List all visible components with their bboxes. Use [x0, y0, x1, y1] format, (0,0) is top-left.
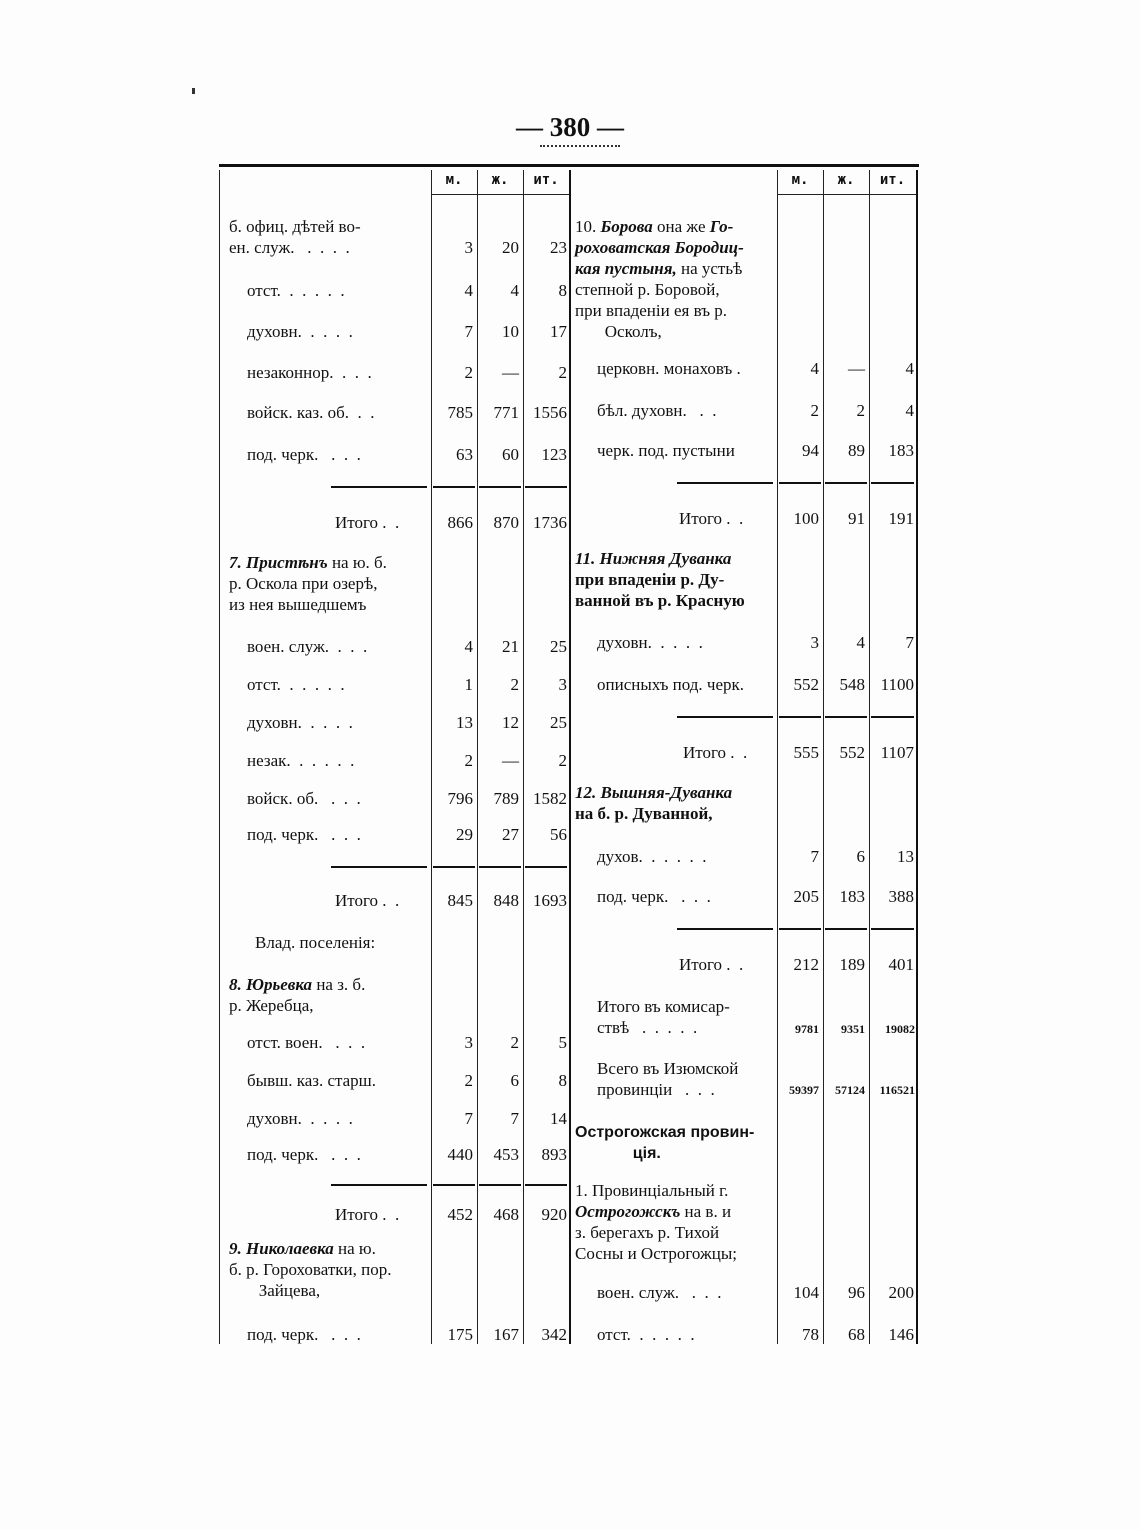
sum-rule — [871, 928, 914, 930]
cell-it: 1582 — [533, 789, 567, 808]
row-label: под. черк. . . . — [247, 445, 361, 464]
cell-m: 866 — [447, 513, 473, 532]
settlement-heading — [575, 782, 732, 824]
cell-it: 14 — [550, 1109, 567, 1128]
cell-m: 4 — [810, 359, 819, 378]
cell-m: 1 — [464, 675, 473, 694]
cell-it: 401 — [888, 955, 914, 974]
cell-zh: 548 — [839, 675, 865, 694]
cell-it: 19082 — [885, 1022, 915, 1036]
cell-m: 3 — [810, 633, 819, 652]
cell-it: 2 — [558, 751, 567, 770]
row-label: духов. . . . . . — [597, 847, 707, 866]
page-number: — 380 — — [516, 112, 624, 142]
sum-rule — [525, 1184, 567, 1186]
cell-m: 104 — [793, 1283, 819, 1302]
cell-zh: 91 — [848, 509, 865, 528]
settlement-desc: на устьѣ степной р. Боровой, при впаденіи ея въ р. Осколъ, — [575, 259, 743, 341]
row-label: незак. . . . . . — [247, 751, 355, 770]
cell-it: 4 — [905, 401, 914, 420]
province-heading: Острогожская провин- ція. — [575, 1124, 755, 1162]
cell-it: 2 — [558, 363, 567, 382]
sum-rule — [525, 486, 567, 488]
cell-m: 212 — [793, 955, 819, 974]
total-label: Итого . . — [335, 891, 400, 910]
sum-rule — [825, 482, 867, 484]
settlement-desc: на ю. б. р. Оскола при озерѣ, из нея вышедшемъ — [229, 553, 387, 614]
settlement-heading — [575, 216, 744, 342]
sum-rule — [479, 1184, 521, 1186]
cell-m: 7 — [464, 1109, 473, 1128]
sum-rule — [677, 716, 773, 718]
cell-m: 78 — [802, 1325, 819, 1344]
row-label: бывш. каз. старш. — [247, 1071, 377, 1090]
settlement-heading — [229, 974, 365, 1016]
cell-m: 796 — [447, 789, 473, 808]
sum-rule — [825, 716, 867, 718]
settlement-desc: при впаденіи р. Ду- ванной въ р. Красную — [575, 570, 745, 610]
settlement-name: Острогожскъ — [575, 1202, 681, 1221]
cell-it: 920 — [541, 1205, 567, 1224]
cell-zh: 6 — [856, 847, 865, 866]
cell-m: 29 — [456, 825, 473, 844]
cell-zh: 468 — [493, 1205, 519, 1224]
row-label: духовн. . . . . — [247, 1109, 353, 1128]
sum-rule — [433, 866, 475, 868]
sum-rule — [433, 486, 475, 488]
cell-m: 3 — [464, 1033, 473, 1052]
cell-it: 13 — [897, 847, 914, 866]
sum-rule — [871, 716, 914, 718]
cell-it: 1693 — [533, 891, 567, 910]
cell-it: 8 — [558, 1071, 567, 1090]
cell-it: 116521 — [879, 1083, 915, 1097]
header-underline — [431, 194, 569, 195]
cell-zh: 89 — [848, 441, 865, 460]
cell-m: 59397 — [789, 1083, 819, 1097]
header-it: ит. — [533, 172, 559, 188]
sum-rule — [331, 1184, 427, 1186]
cell-zh: 453 — [493, 1145, 519, 1164]
cell-m: 440 — [447, 1145, 473, 1164]
row-label: Итого въ комисар- ствѣ . . . . . — [597, 997, 730, 1037]
row-label: войск. об. . . . — [247, 789, 361, 808]
sum-rule — [779, 928, 821, 930]
settlement-name: Борова — [600, 217, 653, 236]
cell-it: 4 — [905, 359, 914, 378]
cell-it: 191 — [888, 509, 914, 528]
cell-zh: 2 — [856, 401, 865, 420]
cell-zh: 9351 — [841, 1022, 865, 1036]
cell-m: 7 — [464, 322, 473, 341]
cell-it: 1556 — [533, 403, 567, 422]
cell-it: 23 — [550, 238, 567, 257]
row-label: духовн. . . . . — [247, 713, 353, 732]
settlement-desc: на в. и з. берегахъ р. Тихой Сосны и Острогожцы; — [575, 1202, 737, 1263]
sum-rule — [677, 482, 773, 484]
cell-m: 2 — [464, 1071, 473, 1090]
cell-zh: 21 — [502, 637, 519, 656]
sum-rule — [677, 928, 773, 930]
cell-zh: 183 — [839, 887, 865, 906]
row-label: под. черк. . . . — [597, 887, 711, 906]
cell-zh: 96 — [848, 1283, 865, 1302]
cell-m: 9781 — [795, 1022, 819, 1036]
cell-it: 1100 — [880, 675, 914, 694]
cell-zh: 10 — [502, 322, 519, 341]
header-m: м. — [791, 172, 809, 188]
sum-rule — [479, 866, 521, 868]
cell-m: 63 — [456, 445, 473, 464]
cell-zh: 7 — [510, 1109, 519, 1128]
cell-m: 552 — [793, 675, 819, 694]
header-underline — [777, 194, 916, 195]
cell-it: 342 — [541, 1325, 567, 1344]
cell-it: 25 — [550, 713, 567, 732]
settlement-desc: на ю. б. р. Гороховатки, пор. Зайцева, — [229, 1239, 392, 1300]
settlement-heading — [575, 548, 745, 611]
cell-zh: 6 — [510, 1071, 519, 1090]
cell-zh: 4 — [856, 633, 865, 652]
row-label: черк. под. пустыни — [597, 441, 735, 460]
cell-zh: — — [502, 751, 519, 770]
cell-zh: — — [502, 363, 519, 382]
cell-zh: 20 — [502, 238, 519, 257]
cell-m: 94 — [802, 441, 819, 460]
settlement-alt-name: Го- роховатская Бородиц- кая пустыня, — [575, 217, 744, 278]
cell-m: 2 — [464, 363, 473, 382]
settlement-heading — [229, 552, 387, 615]
sum-rule — [433, 1184, 475, 1186]
settlement-name: 12. Вышняя-Дуванка — [575, 783, 733, 802]
cell-zh: 552 — [839, 743, 865, 762]
sum-rule — [779, 482, 821, 484]
cell-m: 13 — [456, 713, 473, 732]
total-label: Итого . . — [679, 509, 744, 528]
page-number-underline — [540, 139, 620, 147]
settlement-number: 10. — [575, 217, 601, 236]
cell-m: 4 — [464, 281, 473, 300]
sum-rule — [331, 486, 427, 488]
header-m: м. — [445, 172, 463, 188]
settlement-desc: на з. б. р. Жеребца, — [229, 975, 366, 1015]
cell-zh: 789 — [493, 789, 519, 808]
cell-it: 25 — [550, 637, 567, 656]
cell-m: 2 — [810, 401, 819, 420]
row-label: церковн. монаховъ . — [597, 359, 741, 378]
row-label: под. черк. . . . — [247, 1145, 361, 1164]
statistics-table — [219, 164, 919, 1344]
cell-zh: 189 — [839, 955, 865, 974]
cell-m: 3 — [464, 238, 473, 257]
cell-it: 123 — [541, 445, 567, 464]
sum-rule — [479, 486, 521, 488]
total-label: Итого . . — [679, 955, 744, 974]
settlement-name: 11. Нижняя Дуванка — [575, 549, 732, 568]
settlement-number: 1. Провинціальный г. — [575, 1181, 729, 1200]
row-label: отст. воен. . . . — [247, 1033, 366, 1052]
cell-zh: 2 — [510, 675, 519, 694]
cell-it: 893 — [541, 1145, 567, 1164]
row-label: бѣл. духовн. . . — [597, 401, 717, 420]
total-label: Итого . . — [335, 1205, 400, 1224]
row-label: описныхъ под. черк. — [597, 675, 745, 694]
total-label: Итого . . — [335, 513, 400, 532]
row-label: б. офиц. дѣтей во- ен. служ. . . . . — [229, 217, 361, 257]
settlement-heading — [229, 1238, 391, 1301]
total-label: Итого . . — [683, 743, 748, 762]
cell-it: 3 — [558, 675, 567, 694]
settlement-desc: она же — [652, 217, 710, 236]
row-label: под. черк. . . . — [247, 1325, 361, 1344]
cell-it: 56 — [550, 825, 567, 844]
cell-m: 845 — [447, 891, 473, 910]
column-divider — [569, 170, 571, 1344]
cell-m: 7 — [810, 847, 819, 866]
row-label: под. черк. . . . — [247, 825, 361, 844]
settlement-name: 8. Юрьевка — [229, 975, 313, 994]
sum-rule — [331, 866, 427, 868]
cell-zh: 167 — [493, 1325, 519, 1344]
row-label: духовн. . . . . — [597, 633, 703, 652]
cell-zh: — — [848, 359, 865, 378]
cell-m: 785 — [447, 403, 473, 422]
header-zh: ж. — [837, 172, 855, 188]
settlement-name: 9. Николаевка — [229, 1239, 334, 1258]
cell-zh: 68 — [848, 1325, 865, 1344]
cell-zh: 870 — [493, 513, 519, 532]
settlement-heading — [575, 1180, 737, 1264]
column-divider — [219, 170, 220, 1344]
table-top-rule — [219, 164, 919, 167]
cell-it: 17 — [550, 322, 567, 341]
settlement-name: 7. Пристѣнъ — [229, 553, 328, 572]
sum-rule — [825, 928, 867, 930]
cell-m: 175 — [447, 1325, 473, 1344]
cell-it: 183 — [888, 441, 914, 460]
cell-it: 7 — [905, 633, 914, 652]
cell-m: 205 — [793, 887, 819, 906]
sum-rule — [871, 482, 914, 484]
cell-m: 452 — [447, 1205, 473, 1224]
section-label: Влад. поселенія: — [255, 933, 376, 952]
header-zh: ж. — [491, 172, 509, 188]
row-label: Всего въ Изюмской провинціи . . . — [597, 1059, 739, 1099]
cell-it: 1736 — [533, 513, 567, 532]
cell-zh: 771 — [493, 403, 519, 422]
cell-m: 2 — [464, 751, 473, 770]
cell-m: 100 — [793, 509, 819, 528]
cell-it: 1107 — [880, 743, 914, 762]
cell-m: 4 — [464, 637, 473, 656]
cell-zh: 4 — [510, 281, 519, 300]
cell-it: 200 — [888, 1283, 914, 1302]
row-label: незаконнор. . . . — [247, 363, 372, 382]
column-divider — [916, 170, 918, 1344]
cell-it: 388 — [888, 887, 914, 906]
sum-rule — [525, 866, 567, 868]
row-label: отст. . . . . . — [247, 281, 345, 300]
cell-m: 555 — [793, 743, 819, 762]
row-label: воен. служ. . . . — [597, 1283, 722, 1302]
settlement-desc: на б. р. Дуванной, — [575, 804, 713, 823]
row-label: духовн. . . . . — [247, 322, 353, 341]
row-label: отст. . . . . . — [597, 1325, 695, 1344]
cell-zh: 12 — [502, 713, 519, 732]
row-label: отст. . . . . . — [247, 675, 345, 694]
cell-zh: 57124 — [835, 1083, 865, 1097]
cell-it: 146 — [888, 1325, 914, 1344]
row-label: воен. служ. . . . — [247, 637, 368, 656]
cell-zh: 60 — [502, 445, 519, 464]
header-it: ит. — [879, 172, 906, 188]
sum-rule — [779, 716, 821, 718]
cell-it: 8 — [558, 281, 567, 300]
margin-mark — [192, 88, 195, 94]
cell-zh: 848 — [493, 891, 519, 910]
row-label: войск. каз. об. . . — [247, 403, 375, 422]
cell-it: 5 — [558, 1033, 567, 1052]
cell-zh: 27 — [502, 825, 519, 844]
cell-zh: 2 — [510, 1033, 519, 1052]
